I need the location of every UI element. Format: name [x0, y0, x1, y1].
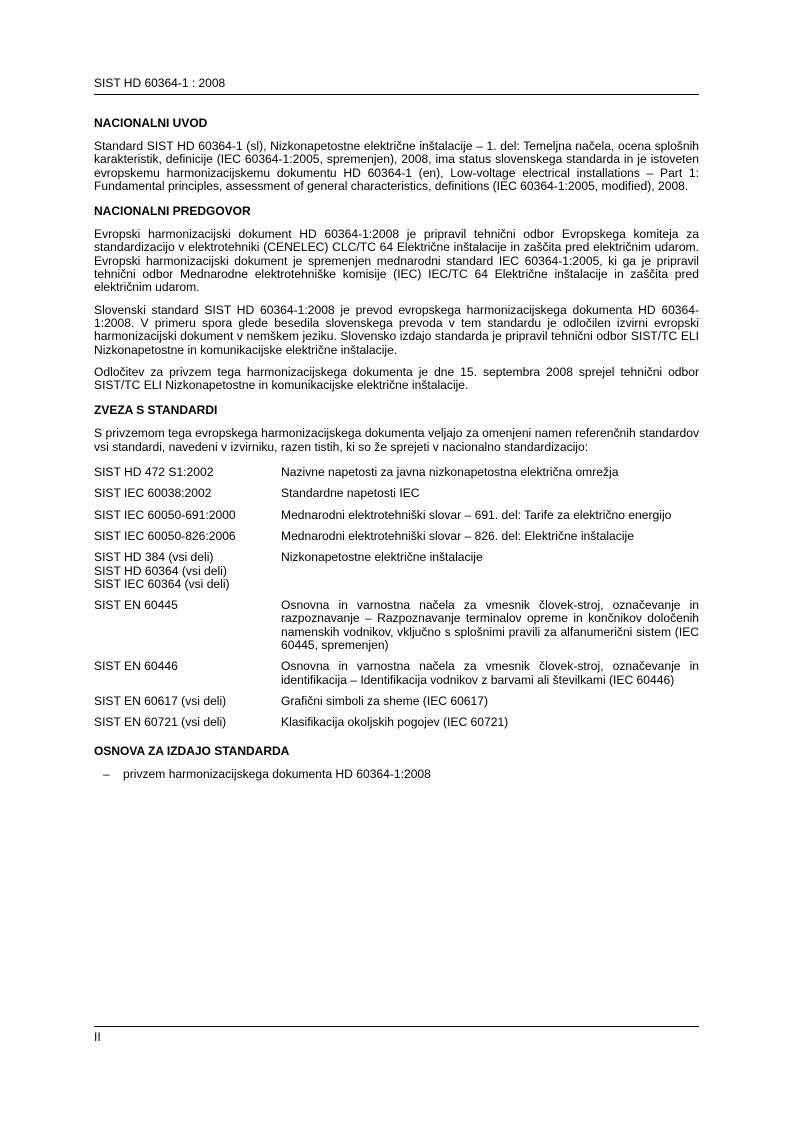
standard-code: SIST EN 60446	[94, 659, 178, 674]
section-title-uvod: NACIONALNI UVOD	[94, 116, 208, 130]
standard-description: Nizkonapetostne električne inštalacije	[281, 550, 483, 565]
table-row	[94, 695, 699, 716]
standard-description: Osnovna in varnostna načela za vmesnik človek-stroj, označevanje in identifikacija – Identifikacija vodnikov z barvami ali številkami (IEC 60446)	[281, 659, 699, 687]
uvod-paragraph: Standard SIST HD 60364-1 (sl), Nizkonapetostne električne inštalacije – 1. del: Temeljna načela, ocena splošnih karakteristik, definicije (IEC 60364-1:2005, spremenjen), 2008, ima status slovenskega standarda in je istoveten evropskemu harmonizacijskemu dokumentu HD 60364-1 (en), Low-voltage electrical installations – Part 1: Fundamental principles, assessment of general characteristics, definitions (IEC 60364-1:2005, modified), 2008.	[94, 139, 699, 193]
table-row	[94, 551, 699, 599]
table-row	[94, 716, 699, 737]
zveza-intro: S privzemom tega evropskega harmonizacijskega dokumenta veljajo za omenjeni namen referenčnih standardov vsi standardi, navedeni v izvirniku, razen tistih, ki so že sprejeti v nacionalno standardizacijo:	[94, 426, 699, 454]
section-title-osnova: OSNOVA ZA IZDAJO STANDARDA	[94, 743, 290, 758]
standard-description: Standardne napetosti IEC	[281, 486, 420, 501]
standard-code: SIST EN 60445	[94, 598, 178, 613]
standard-code: SIST IEC 60050-826:2006	[94, 528, 236, 543]
standard-description: Mednarodni elektrotehniški slovar – 691. del: Tarife za električno energijo	[281, 507, 672, 522]
table-row	[94, 599, 699, 660]
table-row	[94, 509, 699, 530]
page-header: SIST HD 60364-1 : 2008	[94, 76, 226, 90]
table-row	[94, 487, 699, 508]
section-title-zveza: ZVEZA S STANDARDI	[94, 403, 218, 418]
predgovor-paragraph-1: Evropski harmonizacijski dokument HD 60364-1:2008 je pripravil tehnični odbor Evropskega komiteja za standardizacijo v elektrotehniki (CENELEC) CLC/TC 64 Električne inštalacije in zaščita pred električnim udarom. Evropski harmonizacijski dokument je spremenjen mednarodni standard IEC 60364-1:2005, ki ga je pripravil tehnični odbor Mednarodne elektrotehniške komisije (IEC) IEC/TC 64 Električne inštalacije in zaščita pred električnim udarom.	[94, 227, 699, 295]
standard-code: SIST EN 60617 (vsi deli)	[94, 693, 227, 708]
standard-description: Osnovna in varnostna načela za vmesnik človek-stroj, označevanje in razpoznavanje – Razpoznavanje terminalov opreme in končnikov določenih namenskih vodnikov, vključno s splošnimi pravili za alfanumerični sistem (IEC 60445, spremenjen)	[281, 598, 699, 653]
predgovor-paragraph-3: Odločitev za privzem tega harmonizacijskega dokumenta je dne 15. septembra 2008 sprejel tehnični odbor SIST/TC ELI Nizkonapetostne in komunikacijske električne inštalacije.	[94, 364, 699, 393]
basis-list	[94, 768, 699, 781]
table-row	[94, 530, 699, 551]
list-item-text: privzem harmonizacijskega dokumenta HD 60364-1:2008	[123, 766, 431, 781]
standard-code: SIST EN 60721 (vsi deli)	[94, 715, 227, 730]
list-item	[94, 768, 699, 781]
standard-code: SIST IEC 60050-691:2000	[94, 507, 236, 522]
standard-description: Mednarodni elektrotehniški slovar – 826. del: Električne inštalacije	[281, 528, 634, 543]
page-content	[94, 116, 699, 781]
standard-description: Klasifikacija okoljskih pogojev (IEC 60721)	[281, 715, 509, 730]
standards-reference-table	[94, 466, 699, 737]
standard-code: SIST IEC 60038:2002	[94, 486, 212, 501]
standard-code-group	[94, 551, 281, 599]
footer-divider	[94, 1026, 699, 1027]
standard-code: SIST HD 60364 (vsi deli)	[94, 563, 227, 578]
standard-code: SIST IEC 60364 (vsi deli)	[94, 576, 230, 591]
document-page	[94, 0, 699, 1122]
standard-description: Grafični simboli za sheme (IEC 60617)	[281, 693, 489, 708]
page-number: II	[94, 1030, 101, 1044]
dash-bullet-icon: –	[103, 766, 110, 781]
standard-code: SIST HD 384 (vsi deli)	[94, 550, 214, 565]
header-divider	[94, 94, 699, 95]
table-row	[94, 660, 699, 695]
standard-code: SIST HD 472 S1:2002	[94, 465, 214, 480]
section-title-predgovor: NACIONALNI PREDGOVOR	[94, 204, 251, 219]
table-row	[94, 466, 699, 487]
predgovor-paragraph-2: Slovenski standard SIST HD 60364-1:2008 je prevod evropskega harmonizacijskega dokumenta HD 60364-1:2008. V primeru spora glede besedila slovenskega prevoda v tem standardu je odločilen izvirni evropski harmonizacijski dokument v nemškem jeziku. Slovensko izdajo standarda je pripravil tehnični odbor SIST/TC ELI Nizkonapetostne in komunikacijske električne inštalacije.	[94, 302, 699, 357]
standard-description: Nazivne napetosti za javna nizkonapetostna električna omrežja	[281, 465, 619, 480]
